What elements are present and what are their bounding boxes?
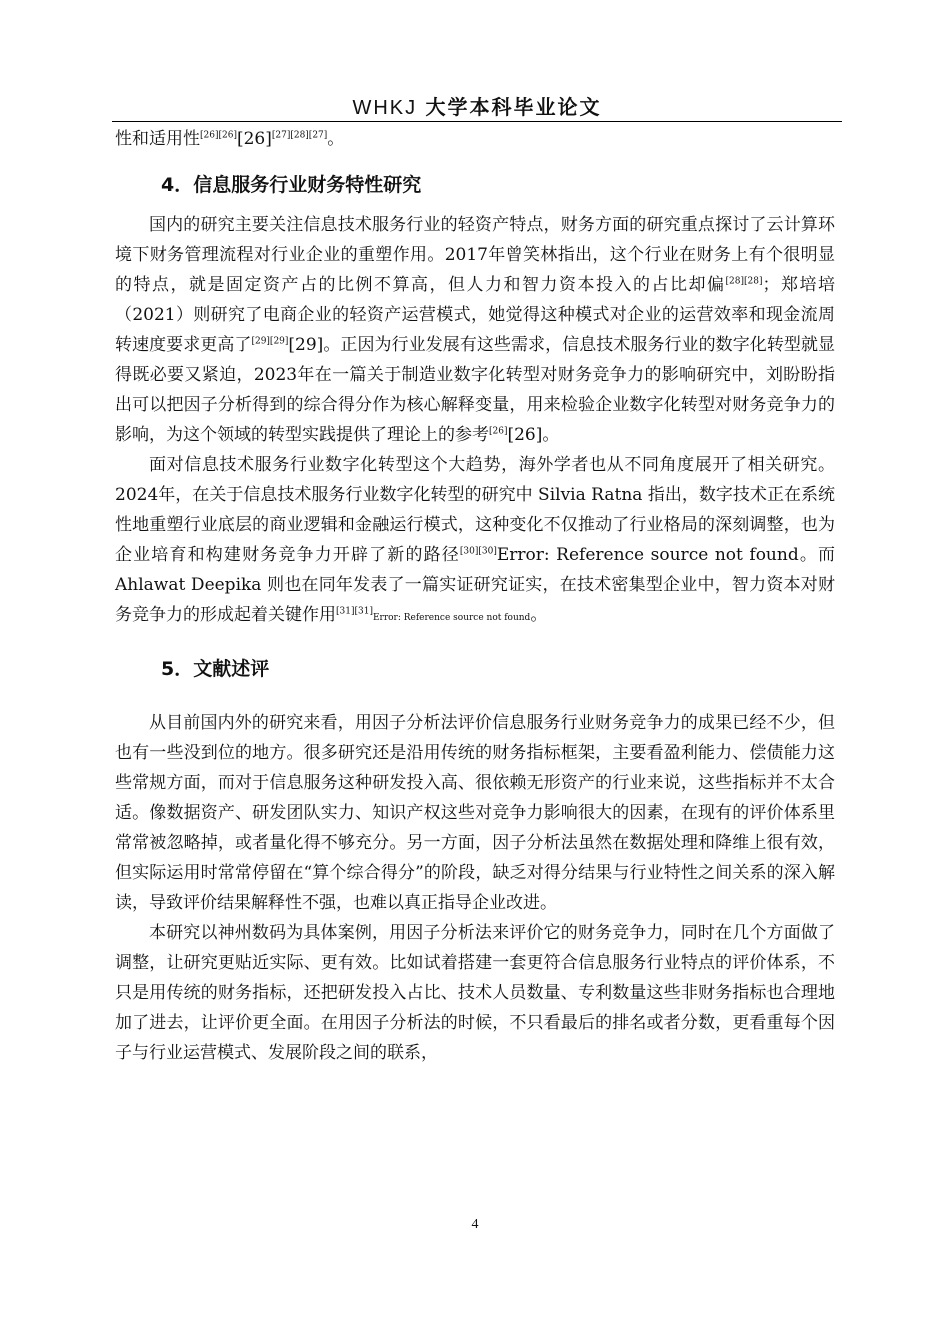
paragraph-text: 面对信息技术服务行业数字化转型这个大趋势，海外学者也从不同角度展开了相关研究。2024年，在关于信息技术服务行业数字化转型的研究中 Silvia Ratna 指出，数字技术正在系统性地重塑行业底层的商业逻辑和金融运行模式，这种变化不仅推动了行业格局的深刻调整，也为企业培育和构建财务竞争力开辟了新的路径: [115, 455, 835, 565]
section-5-heading: 5．文献述评: [161, 658, 270, 680]
citation-sup: [28][28]: [725, 276, 763, 287]
citation-sup: [27][28][27]: [271, 130, 328, 141]
section-5-paragraph-2: 本研究以神州数码为具体案例，用因子分析法来评价它的财务竞争力，同时在几个方面做了调整，让研究更贴近实际、更有效。比如试着搭建一套更符合信息服务行业特点的评价体系，不只是用传统的财务指标，还把研发投入占比、技术人员数量、专利数量这些非财务指标也合理地加了进去，让评价更全面。在用因子分析法的时候，不只看最后的排名或者分数，更看重每个因子与行业运营模式、发展阶段之间的联系，: [115, 923, 835, 1063]
reference-error-text: Error: Reference source not found: [496, 545, 799, 565]
citation-sup: [29][29]: [251, 336, 289, 347]
section-4-heading: 4．信息服务行业财务特性研究: [161, 174, 422, 196]
section-4-paragraph-2: [115, 450, 835, 630]
page-number: 4: [471, 1217, 479, 1232]
header-code: WHKJ: [352, 97, 418, 119]
paragraph-text: 。而 Ahlawat Deepika 则也在同年发表了一篇实证研究证实，在技术密集型企业中，智力资本对财务竞争力的形成起着关键作用: [115, 545, 836, 625]
continuation-paragraph: [115, 124, 835, 154]
citation-sup: [31][31]: [336, 606, 373, 617]
paragraph-text: 国内的研究主要关注信息技术服务行业的轻资产特点，财务方面的研究重点探讨了云计算环境下财务管理流程对行业企业的重塑作用。2017年曾笑林指出，这个行业在财务上有个很明显的特点，就是固定资产占的比例不算高，但人力和智力资本投入的占比却偏: [115, 215, 835, 295]
section-5-paragraph-1: 从目前国内外的研究来看，用因子分析法评价信息服务行业财务竞争力的成果已经不少，但也有一些没到位的地方。很多研究还是沿用传统的财务指标框架，主要看盈利能力、偿债能力这些常规方面，而对于信息服务这种研发投入高、很依赖无形资产的行业来说，这些指标并不太合适。像数据资产、研发团队实力、知识产权这些对竞争力影响很大的因素，在现有的评价体系里常常被忽略掉，或者量化得不够充分。另一方面，因子分析法虽然在数据处理和降维上很有效，但实际运用时常常停留在“算个综合得分”的阶段，缺乏对得分结果与行业特性之间关系的深入解读，导致评价结果解释性不强，也难以真正指导企业改进。: [115, 713, 835, 913]
header-title: 大学本科毕业论文: [425, 95, 602, 119]
citation-sup: [26][26]: [200, 130, 237, 141]
citation-inline: [26]: [236, 129, 272, 149]
citation-inline: [29]: [288, 335, 324, 355]
document-body: [115, 124, 835, 1068]
citation-inline: [26]: [507, 425, 543, 445]
continuation-text: 性和适用性: [115, 129, 200, 149]
paragraph-text: 。: [542, 425, 560, 445]
paragraph-text: ；郑培培（2021）则研究了电商企业的轻资产运营模式，她觉得这种模式对企业的运营效率和现金流周转速度要求更高了: [115, 275, 836, 355]
continuation-tail: 。: [327, 129, 345, 149]
reference-error-small: Error: Reference source not found: [372, 613, 531, 623]
citation-sup: [26]: [489, 426, 508, 437]
citation-sup: [30][30]: [459, 546, 497, 557]
section-4-paragraph-1: [115, 210, 835, 450]
page-header: [112, 94, 842, 122]
paragraph-text: 。: [530, 605, 548, 625]
paragraph-text: 。正因为行业发展有这些需求，信息技术服务行业的数字化转型就显得既必要又紧迫，2023年在一篇关于制造业数字化转型对财务竞争力的影响研究中，刘盼盼指出可以把因子分析得到的综合得分作为核心解释变量，用来检验企业数字化转型对财务竞争力的影响，为这个领域的转型实践提供了理论上的参考: [115, 335, 836, 445]
